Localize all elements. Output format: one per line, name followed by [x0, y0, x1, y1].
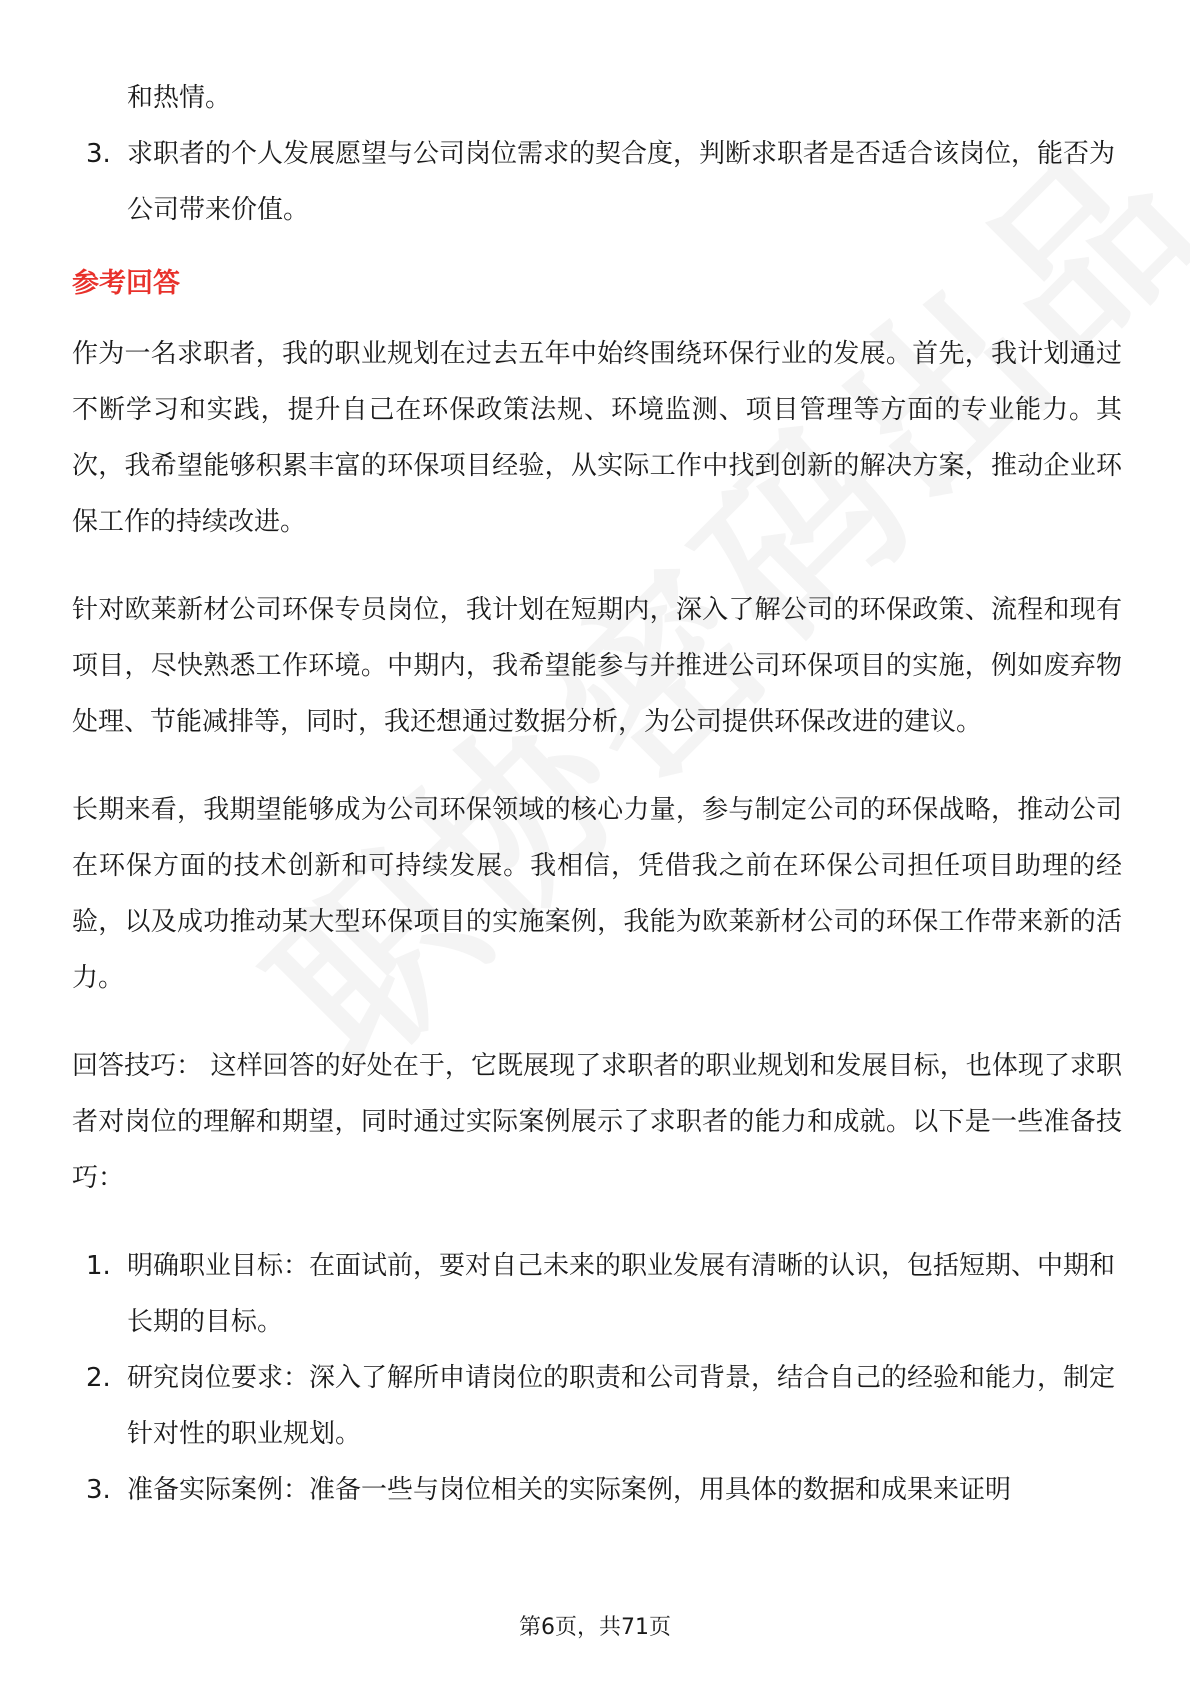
section-title: 参考回答	[72, 268, 180, 299]
list-item-text: 求职者的个人发展愿望与公司岗位需求的契合度，判断求职者是否适合该岗位，能否为公司带来价值。	[127, 139, 1116, 225]
paragraph: 长期来看，我期望能够成为公司环保领域的核心力量，参与制定公司的环保战略，推动公司在环保方面的技术创新和可持续发展。我相信，凭借我之前在环保公司担任项目助理的经验，以及成功推动某大型环保项目的实施案例，我能为欧莱新材公司的环保工作带来新的活力。	[72, 795, 1122, 993]
list-item-text: 研究岗位要求：深入了解所申请岗位的职责和公司背景，结合自己的经验和能力，制定针对性的职业规划。	[127, 1363, 1116, 1449]
paragraph: 作为一名求职者，我的职业规划在过去五年中始终围绕环保行业的发展。首先，我计划通过不断学习和实践，提升自己在环保政策法规、环境监测、项目管理等方面的专业能力。其次，我希望能够积累丰富的环保项目经验，从实际工作中找到创新的解决方案，推动企业环保工作的持续改进。	[72, 339, 1122, 537]
list-item-text: 准备实际案例：准备一些与岗位相关的实际案例，用具体的数据和成果来证明	[127, 1475, 1012, 1505]
list-item	[72, 1462, 1122, 1518]
document-body	[72, 70, 1122, 1518]
list-item	[72, 126, 1122, 238]
list-item-continuation: 和热情。	[127, 83, 232, 113]
page-footer: 第6页，共71页	[519, 1615, 671, 1640]
list-item-number: 3.	[86, 1475, 111, 1505]
paragraph: 回答技巧： 这样回答的好处在于，它既展现了求职者的职业规划和发展目标，也体现了求职者对岗位的理解和期望，同时通过实际案例展示了求职者的能力和成就。以下是一些准备技巧：	[72, 1051, 1122, 1193]
list-item-number: 1.	[86, 1251, 111, 1281]
list-item-number: 2.	[86, 1363, 111, 1393]
list-item	[72, 1238, 1122, 1350]
list-item-text: 明确职业目标：在面试前，要对自己未来的职业发展有清晰的认识，包括短期、中期和长期的目标。	[127, 1251, 1116, 1337]
list-item	[72, 1350, 1122, 1462]
paragraph: 针对欧莱新材公司环保专员岗位，我计划在短期内，深入了解公司的环保政策、流程和现有项目，尽快熟悉工作环境。中期内，我希望能参与并推进公司环保项目的实施，例如废弃物处理、节能减排等，同时，我还想通过数据分析，为公司提供环保改进的建议。	[72, 595, 1122, 737]
tips-list	[72, 1238, 1122, 1518]
list-item-number: 3.	[86, 139, 111, 169]
